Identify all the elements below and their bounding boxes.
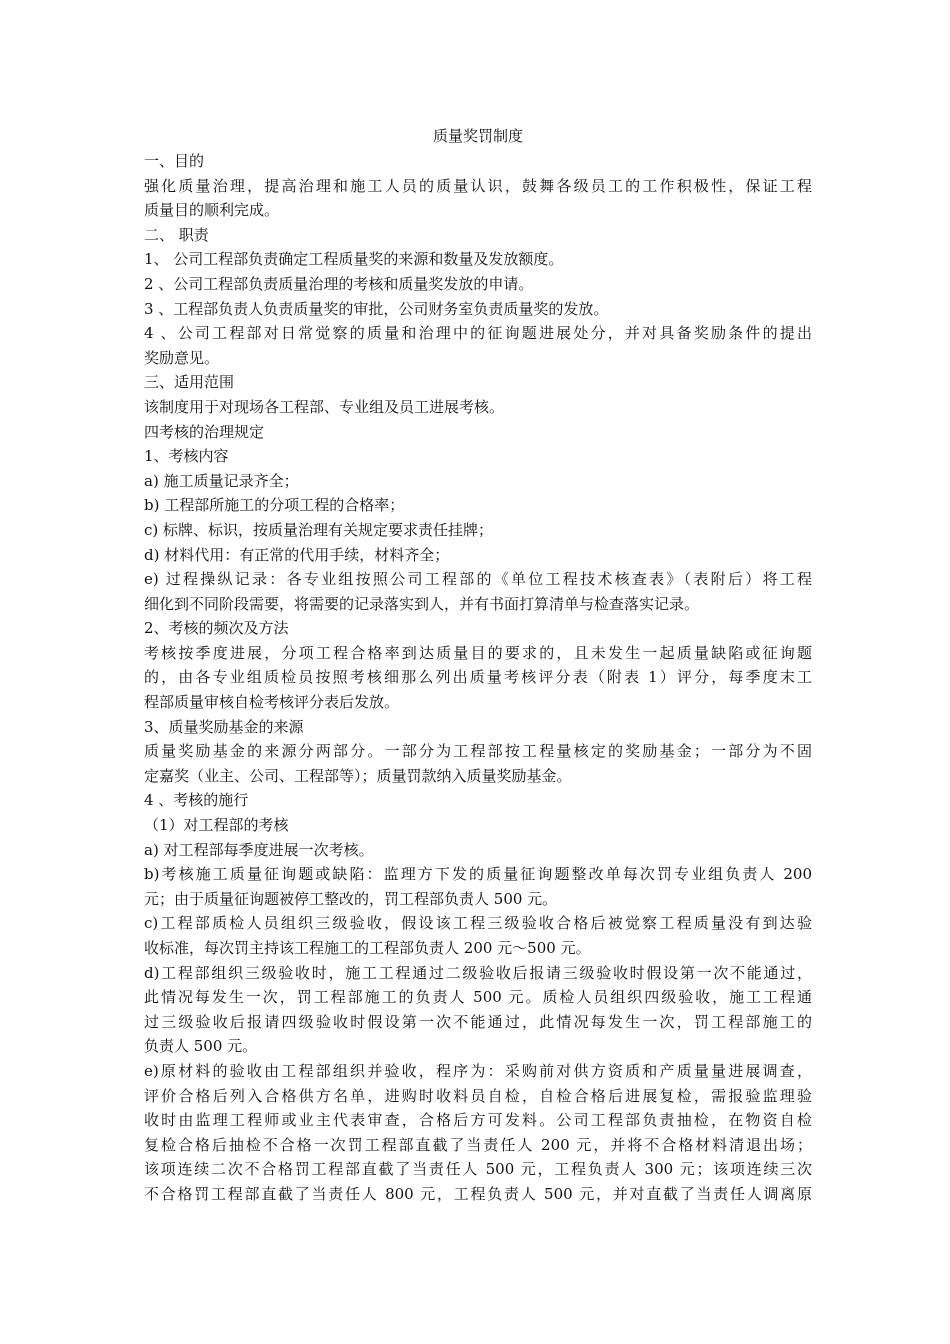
paragraph-line: 复检合格后抽检不合格一次罚工程部直截了当责任人 200 元，并将不合格材料清退出场；	[144, 1135, 812, 1154]
paragraph-line: 4 、考核的施行	[144, 791, 249, 810]
paragraph-line: 3 、工程部负责人负责质量奖的审批，公司财务室负责质量奖的发放。	[144, 299, 609, 318]
paragraph-line: 3、质量奖励基金的来源	[144, 717, 304, 736]
paragraph-line: 三、适用范围	[144, 373, 235, 392]
paragraph-line: 考核按季度进展，分项工程合格率到达质量目的要求的，且未发生一起质量缺陷或征询题	[144, 643, 812, 662]
paragraph-line: 元；由于质量征询题被停工整改的，罚工程部负责人 500 元。	[144, 889, 558, 908]
paragraph-line: d) 材料代用：有正常的代用手续，材料齐全；	[144, 545, 450, 564]
paragraph-line: （1）对工程部的考核	[144, 816, 289, 835]
paragraph-line: 该制度用于对现场各工程部、专业组及员工进展考核。	[144, 397, 505, 416]
paragraph-line: 不合格罚工程部直截了当责任人 800 元，工程负责人 500 元，并对直截了当责任人调离原	[144, 1184, 812, 1203]
document-title: 质量奖罚制度	[432, 127, 523, 145]
paragraph-line: 2 、公司工程部负责质量治理的考核和质量奖发放的申请。	[144, 274, 534, 293]
paragraph-line: 收时由监理工程师或业主代表审查，合格后方可发料。公司工程部负责抽检，在物资自检	[144, 1111, 812, 1130]
paragraph-line: 负责人 500 元。	[144, 1037, 258, 1056]
paragraph-line: c) 标牌、标识，按质量治理有关规定要求责任挂牌；	[144, 520, 494, 539]
paragraph-line: 1、考核内容	[144, 447, 229, 466]
paragraph-line: 质量目的顺利完成。	[144, 201, 280, 220]
paragraph-line: 一、目的	[144, 152, 205, 170]
paragraph-line: 定嘉奖（业主、公司、工程部等）；质量罚款纳入质量奖励基金。	[144, 766, 572, 785]
paragraph-line: e) 过程操纵记录：各专业组按照公司工程部的《单位工程技术核查表》（表附后）将工程	[144, 570, 812, 589]
paragraph-line: 细化到不同阶段需要，将需要的记录落实到人，并有书面打算清单与检查落实记录。	[144, 594, 700, 613]
document-page	[144, 124, 812, 1207]
paragraph-line: 过三级验收后报请四级验收时假设第一次不能通过，此情况每发生一次，罚工程部施工的	[144, 1012, 812, 1031]
paragraph-line: 程部质量审核自检考核评分表后发放。	[144, 693, 400, 712]
paragraph-line: b)考核施工质量征询题或缺陷：监理方下发的质量征询题整改单每次罚专业组负责人 200	[144, 865, 812, 884]
paragraph-line: e)原材料的验收由工程部组织并验收，程序为：采购前对供方资质和产质量量进展调查，	[144, 1061, 812, 1080]
paragraph-line: 强化质量治理，提高治理和施工人员的质量认识，鼓舞各级员工的工作积极性，保证工程	[144, 176, 812, 195]
paragraph-line: 的，由各专业组质检员按照考核细那么列出质量考核评分表（附表 1）评分，每季度末工	[144, 668, 812, 687]
paragraph-line: c)工程部质检人员组织三级验收，假设该工程三级验收合格后被觉察工程质量没有到达验	[144, 914, 812, 933]
paragraph-line: 该项连续二次不合格罚工程部直截了当责任人 500 元，工程负责人 300 元；该项连续三次	[144, 1160, 812, 1179]
paragraph-line: 收标准，每次罚主持该工程施工的工程部负责人 200 元～500 元。	[144, 939, 591, 957]
paragraph-line: a) 施工质量记录齐全；	[144, 471, 299, 490]
paragraph-line: 奖励意见。	[144, 348, 220, 367]
paragraph-line: 1、 公司工程部负责确定工程质量奖的来源和数量及发放额度。	[144, 250, 564, 269]
paragraph-line: 此情况每发生一次，罚工程部施工的负责人 500 元。质检人员组织四级验收，施工工程通	[144, 988, 812, 1007]
paragraph-line: 4 、公司工程部对日常觉察的质量和治理中的征询题进展处分，并对具备奖励条件的提出	[144, 324, 812, 343]
paragraph-line: b) 工程部所施工的分项工程的合格率；	[144, 496, 405, 515]
paragraph-line: d)工程部组织三级验收时，施工工程通过二级验收后报请三级验收时假设第一次不能通过，	[144, 963, 812, 982]
paragraph-line: 2、考核的频次及方法	[144, 619, 289, 638]
paragraph-line: 评价合格后列入合格供方名单，进购时收料员自检，自检合格后进展复检，需报验监理验	[144, 1086, 812, 1105]
paragraph-line: a) 对工程部每季度进展一次考核。	[144, 840, 374, 859]
document-body	[144, 149, 812, 1207]
paragraph-line: 四考核的治理规定	[144, 422, 265, 441]
paragraph-line: 二、 职责	[144, 225, 209, 244]
paragraph-line: 质量奖励基金的来源分两部分。一部分为工程部按工程量核定的奖励基金；一部分为不固	[144, 742, 812, 761]
